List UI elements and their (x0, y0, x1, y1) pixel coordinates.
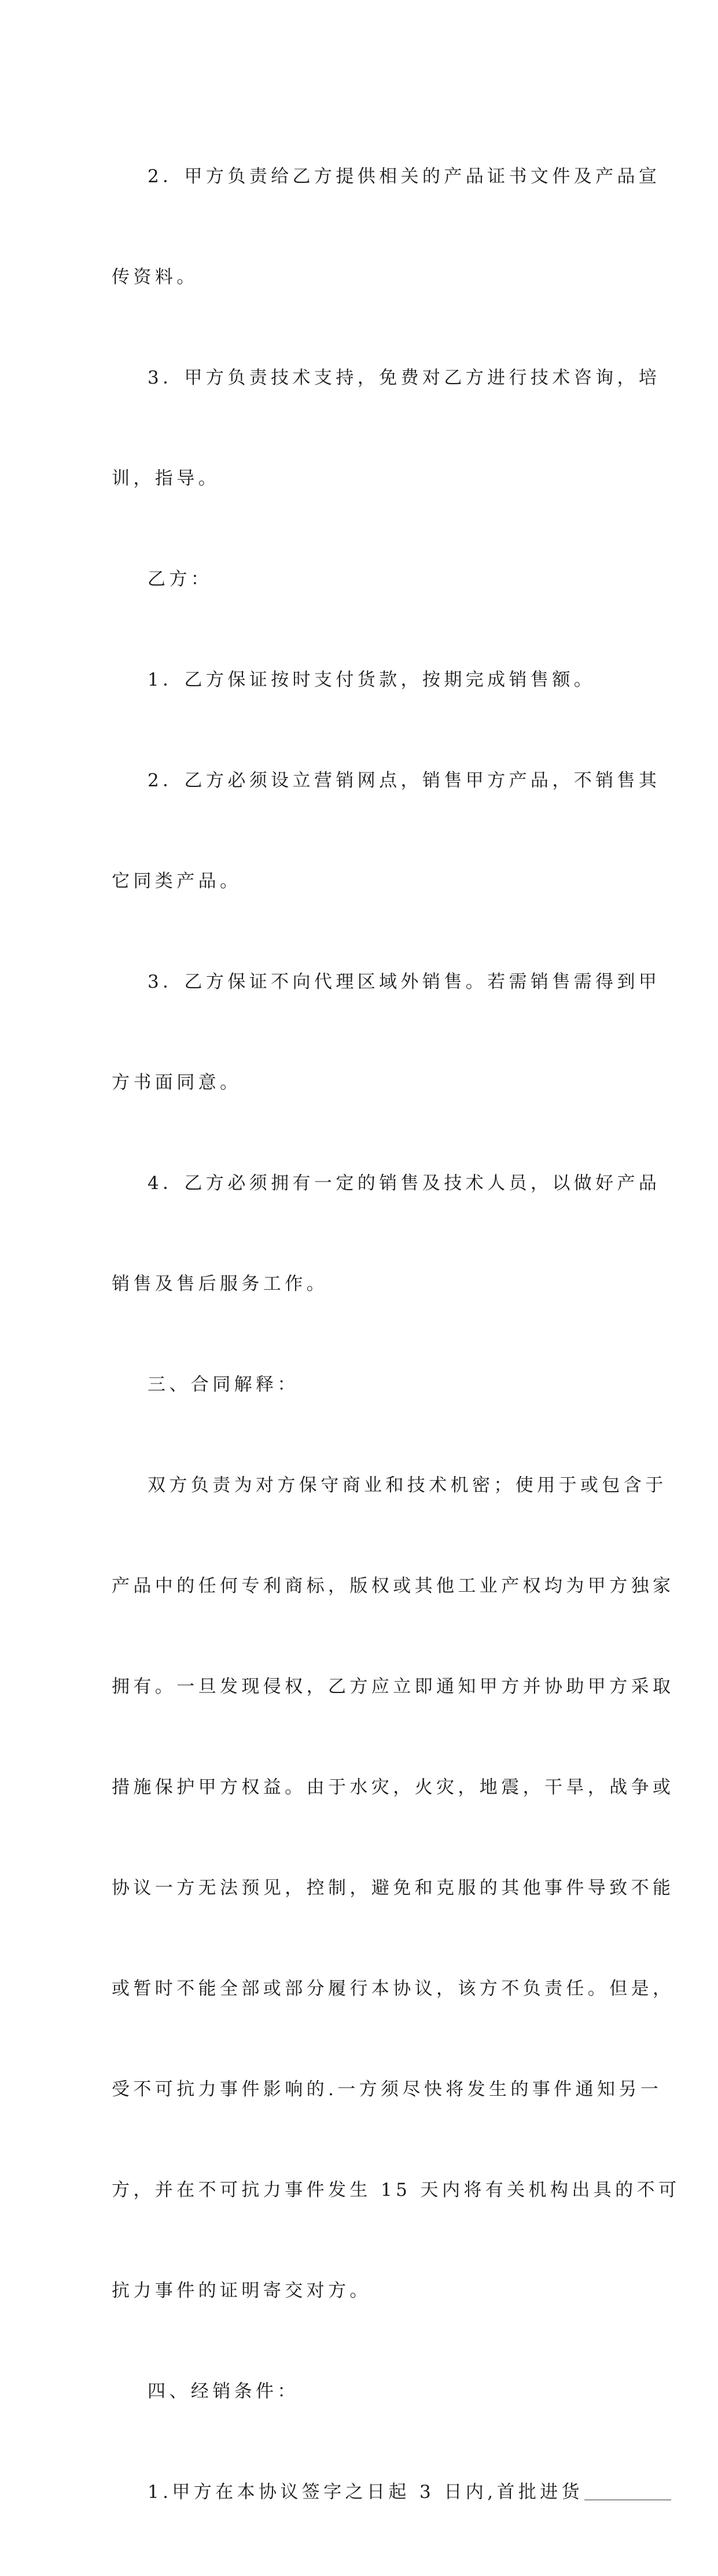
text-line: 受不可抗力事件影响的.一方须尽快将发生的事件通知另一 (112, 2079, 662, 2100)
text-line: 训，指导。 (112, 468, 220, 489)
text-line: 1.甲方在本协议签字之日起 3 日内,首批进货 (148, 2482, 584, 2503)
text-line: 抗力事件的证明寄交对方。 (112, 2280, 371, 2301)
fill-in-blank (584, 2480, 671, 2500)
text-line: 方，并在不可抗力事件发生 15 天内将有关机构出具的不可 (112, 2180, 680, 2200)
section-heading: 三、合同解释： (148, 1374, 299, 1395)
text-line: 2．乙方必须设立营销网点，销售甲方产品，不销售其 (148, 770, 661, 791)
text-line: 或暂时不能全部或部分履行本协议，该方不负责任。但是， (112, 1978, 675, 1999)
section-heading: 四、经销条件： (148, 2381, 299, 2402)
text-line-with-blank (112, 2475, 607, 2509)
text-line: 措施保护甲方权益。由于水灾，火灾，地震，干旱，战争或 (112, 1777, 675, 1798)
text-line: 2．甲方负责给乙方提供相关的产品证书文件及产品宣 (148, 166, 661, 187)
text-line: 双方负责为对方保守商业和技术机密；使用于或包含于 (148, 1475, 667, 1496)
text-line: 协议一方无法预见，控制，避免和克服的其他事件导致不能 (112, 1878, 675, 1898)
text-line: 方书面同意。 (112, 1072, 242, 1093)
section-heading: 乙方： (148, 569, 213, 590)
document-body (112, 93, 680, 2576)
text-line: 销售及售后服务工作。 (112, 1274, 328, 1294)
text-line: 它同类产品。 (112, 871, 242, 892)
text-line: 拥有。一旦发现侵权，乙方应立即通知甲方并协助甲方采取 (112, 1676, 675, 1697)
text-line: 3．乙方保证不向代理区域外销售。若需销售需得到甲 (148, 971, 661, 992)
document-page (112, 93, 680, 2576)
text-line: 4．乙方必须拥有一定的销售及技术人员，以做好产品 (148, 1173, 661, 1194)
text-line: 1．乙方保证按时支付货款，按期完成销售额。 (148, 669, 596, 690)
text-line: 3．甲方负责技术支持，免费对乙方进行技术咨询，培 (148, 367, 661, 388)
text-line: 传资料。 (112, 267, 198, 288)
text-line: 产品中的任何专利商标，版权或其他工业产权均为甲方独家 (112, 1576, 675, 1596)
